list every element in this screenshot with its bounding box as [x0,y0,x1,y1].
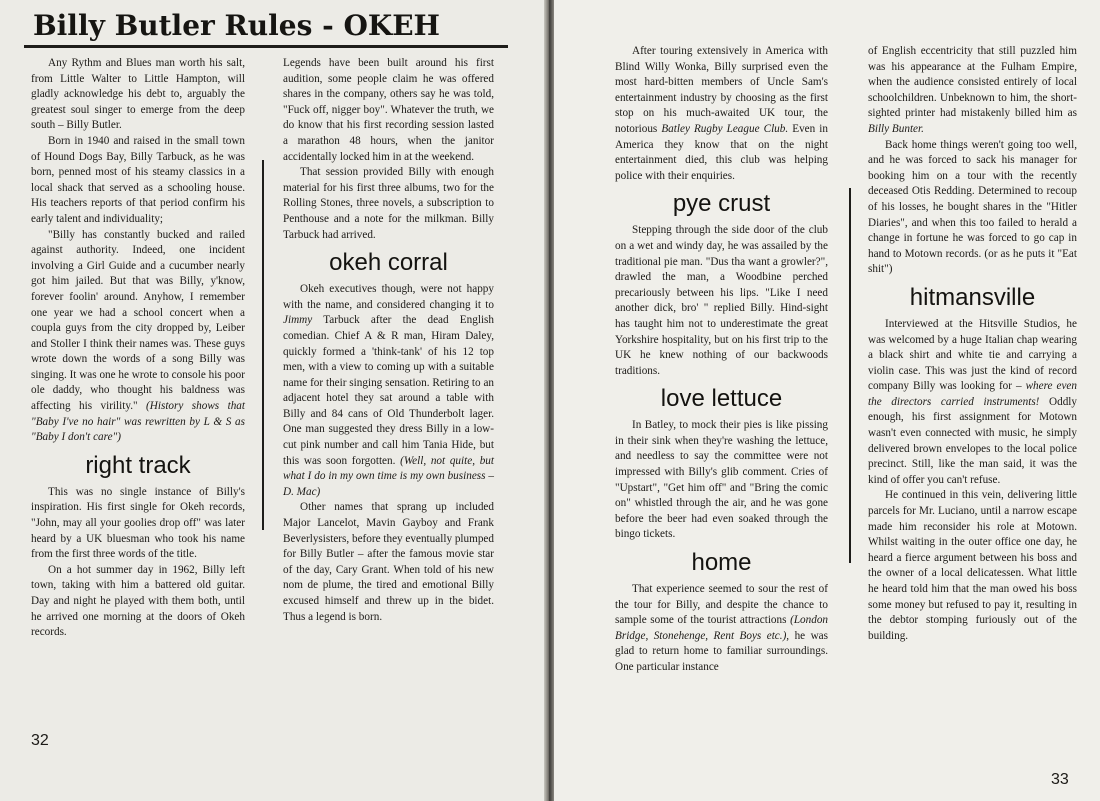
paragraph: Any Rythm and Blues man worth his salt, from Little Walter to Little Hampton, will gladly acknowledge his debt to, arguably the greatest soul singer to emerge from the deep south – Billy Butler. [31,57,245,132]
section-heading-hitmansville: hitmansville [909,283,1036,311]
paragraph: He continued in this vein, delivering little parcels for Mr. Luciano, until a narrow escape made him reconsider his role at Motown. Whilst waiting in the outer office one day, he heard a fierce argument between his boss and the owner of a local delicatessen. What little he heard told him that the man owed his boss some money but refused to pay it, resulting in the debtor stomping furiously out of the building. [868,489,1077,642]
paragraph: Other names that sprang up included Major Lancelot, Mavin Gayboy and Frank Beverlysisters, before they eventually plumped for Billy Butler – after the famous movie star of the day, Cary Grant. When told of his new nom de plume, the tired and emotional Billy excused himself and threw up in the bidet. Thus a legend is born. [283,501,494,623]
section-heading-right-track: right track [85,451,191,479]
section-heading-pye-crust: pye crust [672,190,771,218]
quote-text: "Billy has constantly bucked and railed against authority. Indeed, one incident involving a Girl Guide and a cucumber nearly got him jailed. But that was Billy, y'know, forever foolin' around. Anyhow, I remember one year we had a school concert when a coupla guys from the city dropped by, Leiber and Stoller I think their names was. These guys wrote down the words of a song Billy was singing. It was one he wrote to console his poor ole daddy, who thought his baldness was affecting his virility." [31,228,245,413]
paragraph: Born in 1940 and raised in the small town of Hound Dogs Bay, Billy Tarbuck, as he was born, penned most of his steamy classics in a local shack that served as a schooling house. His teachers reports of that period confirm his early talent and individuality; [31,134,245,225]
right-page [551,0,1100,801]
paragraph: After touring extensively in America with Blind Willy Wonka, Billy surprised even the most hard-bitten members of Uncle Sam's entertainment industry by choosing as the first stop on his much-awaited UK tour, the notorious Batley Rugby League Club. Even in America they know that on the night entertainment died, this club was helping police with their enquiries. [615,45,828,182]
paragraph: Legends have been built around his first audition, some people claim he was offered shares in the company, others say he was told, "Fuck off, nigger boy". Whatever the truth, we do know that his first recording session lasted a marathon 48 hours, when the janitor accidentally locked him in at the weekend. [283,57,494,163]
section-heading-love-lettuce: love lettuce [660,385,783,413]
section-heading-okeh-corral: okeh corral [329,249,448,277]
paragraph: Interviewed at the Hitsville Studios, he was welcomed by a huge Italian chap wearing a black shirt and white tie and carrying a violin case. This was just the kind of record company Billy was looking for – where even the directors carried instruments! Oddly enough, his first assignment for Motown wasn't even connected with music, he simply delivered brown envelopes to the local police precinct. Still, like the man said, it was the kind of offer you can't refuse. [868,317,1077,486]
left-page [0,0,548,801]
right-column-1 [615,44,828,676]
paragraph: Okeh executives though, were not happy with the name, and considered changing it to Jimmy Tarbuck after the dead English comedian. Chief A & R man, Hiram Daley, quickly formed a 'think-tank' of his 12 top men, with a view to coming up with a suitable name for their singing sensation. Retiring to an adjacent hotel they sat around a table with Billy and 84 cans of Old Thunderbolt lager. One man suggested they dress Billy in a low-cut pink number and call him Tania Hide, but this was soon forgotten. (Well, not quite, but what I do in my own time is my own business – D. Mac) [283,283,494,498]
left-column-1 [31,56,245,641]
paragraph: This was no single instance of Billy's inspiration. His first single for Okeh records, "John, may all your goolies drop off" was later heard by a UK bluesman who took his name from the first three words of the title. [31,485,245,561]
section-heading-home: home [691,549,752,577]
paragraph: of English eccentricity that still puzzled him was his appearance at the Fulham Empire, when the audience consisted entirely of local schoolchildren. Unbeknown to him, the short-sighted printer had mistakenly billed him as Billy Bunter. [868,45,1077,135]
paragraph: Back home things weren't going too well, and he was forced to sack his manager for booking him on a tour with the recently deceased Otis Redding. Determined to recoup of his losses, he bought shares in the "Hitler Diaries", and when this too failed to herald a change in fortune he was forced to go cap in hand to Motown records. (or as he puts it "Eat shit") [868,138,1077,276]
right-column-2 [868,44,1077,644]
title-rule [24,45,508,48]
page-number-left: 32 [31,732,49,749]
article-title: Billy Butler Rules - OKEH [33,9,440,42]
paragraph: That session provided Billy with enough material for his first three albums, two for the Rolling Stones, three novels, a subscription to Penthouse and a note for the milkman. Billy Tarbuck had arrived. [283,166,494,241]
page-number-right: 33 [1051,771,1069,788]
paragraph: On a hot summer day in 1962, Billy left town, taking with him a battered old guitar. Day and night he played with them both, until he arrived one morning at the doors of Okeh records. [31,563,245,639]
paragraph: Stepping through the side door of the club on a wet and windy day, he was assailed by the traditional pie man. "Dus tha want a growler?", drawled the man, a Woodbine perched precariously between his lips. "Like I need another dick, bro' " replied Billy. Hind-sight has taught him not to underestimate the great Yorkshire hospitality, but on his first trip to the UK he knew nothing of our backwoods traditions. [615,224,828,377]
editor-note: (History shows that "Baby I've no hair" was rewritten by L & S as "Baby I don't care") [31,400,245,444]
left-column-2 [283,56,494,625]
paragraph: That experience seemed to sour the rest of the tour for Billy, and despite the chance to sample some of the tourist attractions (London Bridge, Stonehenge, Rent Boys etc.), he was glad to return home to familiar surroundings. One particular instance [615,583,829,673]
column-divider [849,188,851,563]
book-spine [544,0,554,801]
paragraph: In Batley, to mock their pies is like pissing in their sink when they're washing the lettuce, and needless to say the committee were not impressed with Billy's glib comment. Cries of "Upstart", "Get him off" and "Bring the comic on" whistled through the air, and he was gone before the beer had even soaked through the bingo tickets. [615,419,828,541]
column-divider [262,160,264,530]
paragraph [31,228,245,446]
